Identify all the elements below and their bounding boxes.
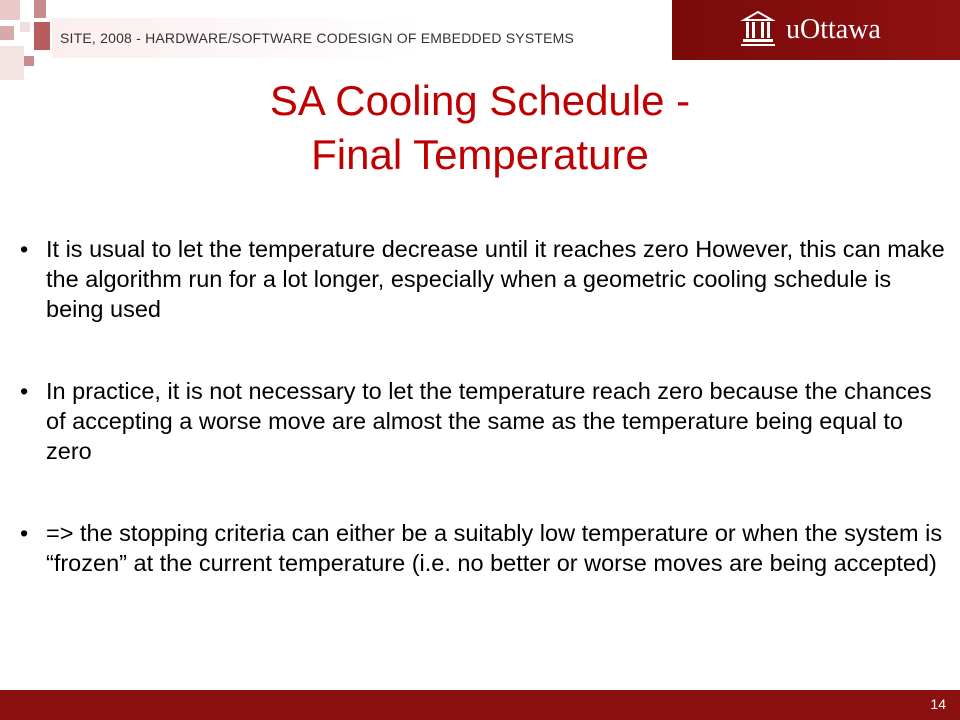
decor-square	[20, 22, 30, 32]
logo-text: uOttawa	[786, 14, 881, 45]
slide-title	[60, 74, 900, 182]
bullet-dot-icon: •	[20, 520, 29, 546]
page-number: 14	[930, 696, 946, 712]
bullet-dot-icon: •	[20, 378, 29, 404]
decor-square	[24, 56, 34, 66]
bullet-item	[20, 234, 950, 324]
decor-square	[0, 46, 24, 80]
bullet-text: It is usual to let the temperature decrease until it reaches zero However, this can make the algorithm run for a lot longer, especially when a geometric cooling schedule is being used	[46, 236, 945, 322]
bullet-text: In practice, it is not necessary to let the temperature reach zero because the chances of accepting a worse move are almost the same as the temperature being equal to zero	[46, 378, 932, 464]
decor-square	[0, 26, 14, 40]
bullet-item	[20, 376, 950, 466]
bullet-text: => the stopping criteria can either be a suitably low temperature or when the system is “frozen” at the current temperature (i.e. no better or worse moves are being accepted)	[46, 520, 943, 576]
decor-square	[0, 0, 20, 20]
footer-bar	[0, 690, 960, 720]
university-building-icon	[740, 8, 776, 48]
bullet-item	[20, 518, 950, 578]
title-line-2: Final Temperature	[311, 131, 649, 178]
bullet-list	[20, 234, 950, 630]
title-line-1: SA Cooling Schedule -	[269, 77, 691, 124]
decor-square	[34, 22, 50, 50]
course-header: SITE, 2008 - HARDWARE/SOFTWARE CODESIGN OF EMBEDDED SYSTEMS	[60, 30, 575, 46]
bullet-dot-icon: •	[20, 236, 29, 262]
decor-square	[34, 0, 46, 18]
